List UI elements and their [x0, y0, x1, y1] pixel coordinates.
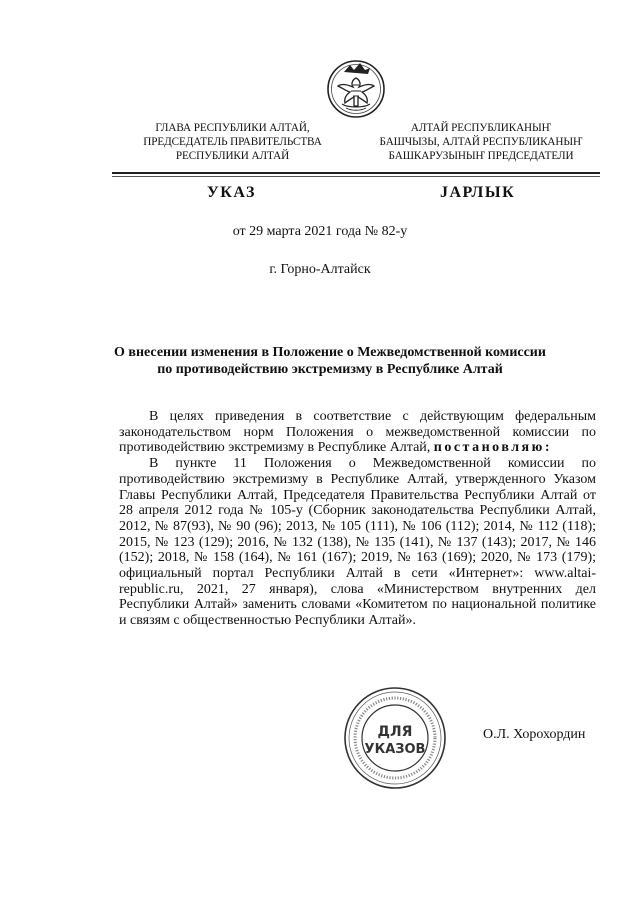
document-body: [119, 409, 596, 629]
document-date-number: от 29 марта 2021 года № 82-у: [232, 224, 408, 239]
coat-of-arms-emblem: [326, 58, 386, 120]
issuer-title-russian: ГЛАВА РЕСПУБЛИКИ АЛТАЙ, ПРЕДСЕДАТЕЛЬ ПРАВИТЕЛЬСТВА РЕСПУБЛИКИ АЛТАЙ: [143, 122, 322, 162]
official-seal-stamp: [343, 686, 447, 790]
document-city: г. Горно-Алтайск: [269, 262, 371, 277]
stamp-text-line-1: ДЛЯ: [377, 724, 413, 740]
body-paragraph-2: В пункте 11 Положения о Межведомственной комиссии по противодействию экстремизму в Республике Алтай, утвержденного Указом Главы Республики Алтай, Председателя Правительства Республики Алтай от 28 апреля 2012 года № 105-у (Сборник законодательства Республики Алтай, 2012, № 87(93), № 90 (96); 2013, № 105 (111), № 106 (112); 2014, № 112 (118); 2015, № 123 (129); 2016, № 132 (138), № 135 (141), № 137 (143); 2017, № 146 (152); 2018, № 158 (164), № 161 (167); 2019, № 163 (169); 2020, № 173 (179); официальный портал Республики Алтай в сети «Интернет»: www.altai-republic.ru, 2021, 27 января), слова «Министерством внутренних дел Республики Алтай» заменить словами «Комитетом по национальной политике и связям с общественностью Республики Алтай».: [119, 456, 596, 629]
decree-word: постановляю:: [433, 440, 552, 456]
issuer-title-altai: АЛТАЙ РЕСПУБЛИКАНЫҤ БАШЧЫЗЫ, АЛТАЙ РЕСПУБЛИКАНЫҤ БАШКАРУЗЫНЫҤ ПРЕДСЕДАТЕЛИ: [379, 122, 583, 162]
signer-name: О.Л. Хорохордин: [483, 727, 586, 742]
document-type-altai: JАРЛЫК: [440, 184, 516, 201]
header-divider-thin: [112, 176, 600, 177]
stamp-text-line-2: УКАЗОВ: [364, 742, 426, 757]
document-type-russian: УКАЗ: [207, 184, 256, 201]
body-paragraph-1: В целях приведения в соответствие с действующим федеральным законодательством норм Положения о межведомственной комиссии по противодействию экстремизму в Республике Алтай, постановляю:: [119, 409, 596, 456]
document-title: О внесении изменения в Положение о Межведомственной комиссии по противодействию экстремизму в Республике Алтай: [114, 345, 546, 377]
header-divider-thick: [112, 172, 600, 174]
